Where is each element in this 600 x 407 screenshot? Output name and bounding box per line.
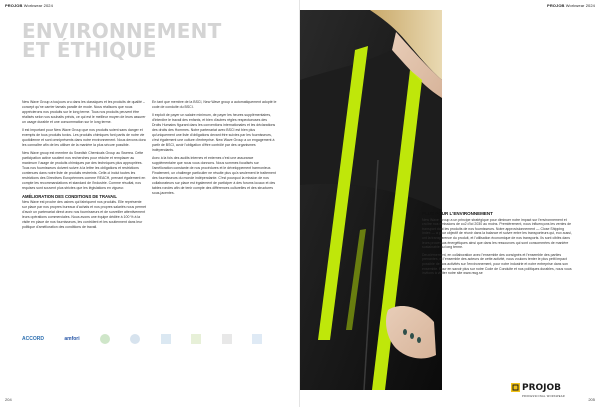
section-heading: PLUS POUR L'ENVIRONNEMENT xyxy=(422,211,493,216)
paragraph: Il est important pour New Wave Group que nos produits soient sans danger et exempts de tous produits toxics. Les produits chimiques font partis de notre vie quotidienne et sont omniprésents dans notre environnement. Nous devons donc les connaître afin de les utiliser de la manière la plus sécure possible. xyxy=(22,128,147,147)
text-column-2 xyxy=(152,100,277,199)
left-page-header xyxy=(5,3,53,8)
brand-name: PROJOB xyxy=(522,383,562,393)
projob-logo xyxy=(511,377,565,398)
certification-square-icon xyxy=(252,334,262,344)
text-column-1 xyxy=(22,100,147,233)
header-subtitle: Workwear 2024 xyxy=(564,3,595,8)
product-photo xyxy=(300,10,442,390)
page-number-left: 204 xyxy=(5,397,12,402)
title-line-1: ENVIRONNEMENT xyxy=(22,19,222,43)
header-subtitle: Workwear 2024 xyxy=(22,3,53,8)
paragraph: New Wave group est membre du Swedish Chemicals Group au Swerea. Cette participation active soutient nos recherches pour réduire et remplacer au maximum l'usage de produits chimiques par des techniques plus appropriées. Tous nos fournisseurs doivent suivre à la lettre les obligations et restrictions contenues dans notre liste de produits restreints. Celle-ci inclut toutes les restrictions des Directives Européennes comme REACH, prenant également en compte les recommandations et standard de l'industrie. Comme résultat, nos requises sont souvent plus strictes que les législations en vigueur. xyxy=(22,151,146,190)
header-brand: PROJOB xyxy=(5,3,23,8)
environment-text xyxy=(422,212,572,279)
page-number-right: 205 xyxy=(588,397,595,402)
right-page xyxy=(300,0,600,407)
paragraph: Avec à la fois des audits internes et externes c'est une assurance supplémentaire que nous vous donnons. Nous sommes focalisés sur l'amélioration constante de nos procédures et le développement harmonieux. Finalement, un challenge particulier ne résulte plus qu'a seulement le traitement des fournisseurs du monde indépendante. C'est pourquoi la mission de nos collaborateurs sur place est également de participer à des forums locaux et des tables rondes afin de tenir compte des différences culturelles et des structures sous-jacentes. xyxy=(152,156,276,195)
certification-badge-icon xyxy=(130,334,140,344)
paragraph: Il exploit de payer un salaire minimum, de payer les heures supplémentaires, d'interdire le travail des enfants, et bien d'autres règles respectueuses des Droits Humains figurant dans les conventions internationales et les déclarations des droits des Hommes. Notre partenariat avec BSCI est bien plus qu'uniquement une liste d'obligations devant être suivies par les fournisseurs, c'est également une culture d'entreprise. New Wave Group a un engagement à partir de BSCI, avoir l'obligation d'être contrôlé par des organismes indépendants. xyxy=(152,113,276,152)
paragraph: New Wave Group a toujours cru dans les classiques et les produits de qualité – concept qu'ne carrier tamais paralle de mode. Nous réalisons que nous apprécierons nos produits sur le long terme. Tous nos produits peuvent être réalisés selon vos souhaits précis, ce qui est le meilleur moyen de leurs assurer un usage durable et une consommation sur le long terme. xyxy=(22,100,146,124)
paragraph: En tant que membre de la BSCI, New Wave group a automatiquement adopté le code de conduite du BSCI. xyxy=(152,100,277,109)
certification-square-icon xyxy=(161,334,171,344)
right-page-header xyxy=(547,3,595,8)
paragraph: Deuxièmement, en collaboration avec l'ensemble des consignés et l'ensemble des parties prenantes, et l'ensemble des acteurs de cette activité, nous voulons tenter le plus petit impact possible de nos activités sur l'environnement, pour notre industrie et notre entreprise dans son ensemble. Pour en savoir plus sur notre Code de Conduite et nos politiques durables, nous vous invitons à visiter notre site www.nwg.se xyxy=(422,252,572,276)
page-title xyxy=(22,19,222,62)
certification-logos xyxy=(22,330,262,348)
projob-mark-icon xyxy=(511,383,520,392)
paragraph: New Wave est proche des usines qui fabriquent nos produits. Elle représente sur place par nos propres bureaux d'achats et nos propres salariés nous permet d'avoir un partenariat direct avec nos fournisseurs et de surveiller attentivement leurs opérations commerciales. Nous avons une équipe dédiée à 100 % à la visite en place de nos fournisseurs, les contrôlent et les soutiennent dans leur politique d'amélioration des conditions de travail. xyxy=(22,200,147,229)
certification-badge-icon xyxy=(100,334,110,344)
paragraph: New Wave Group a un principe stratégique pour diminuer notre impact sur l'environnement et croître nos émissions de co2 d'ici 2030 au moins. Premièrement, nous influençons les ventes de transport dont les produits de nos fournisseurs. Notre approvisionnement — Close Shipping Index — a pour objectif de réunir dans la balance et suivre entre les transporteurs qui, eux aussi, ont la transparence du produit, et l'utilisation économique de nos transports. Ils sont ciblés dans leurs processus énergétiques ainsi que dans les ressources qui sont consommées de manière sustainable au long terme. xyxy=(422,217,572,250)
brand-tagline: PROFESSIONAL WORKWEAR xyxy=(522,395,565,398)
jacket-photo-illustration xyxy=(300,10,442,390)
amfori-logo: amfori xyxy=(64,336,80,342)
header-brand: PROJOB xyxy=(547,3,565,8)
accord-logo: ACCORD xyxy=(22,336,44,342)
certification-square-icon xyxy=(222,334,232,344)
title-line-2: ET ÉTHIQUE xyxy=(22,38,157,62)
certification-square-icon xyxy=(191,334,201,344)
section-heading: AMÉLIORATION DES CONDITIONS DE TRAVAIL xyxy=(22,194,117,199)
